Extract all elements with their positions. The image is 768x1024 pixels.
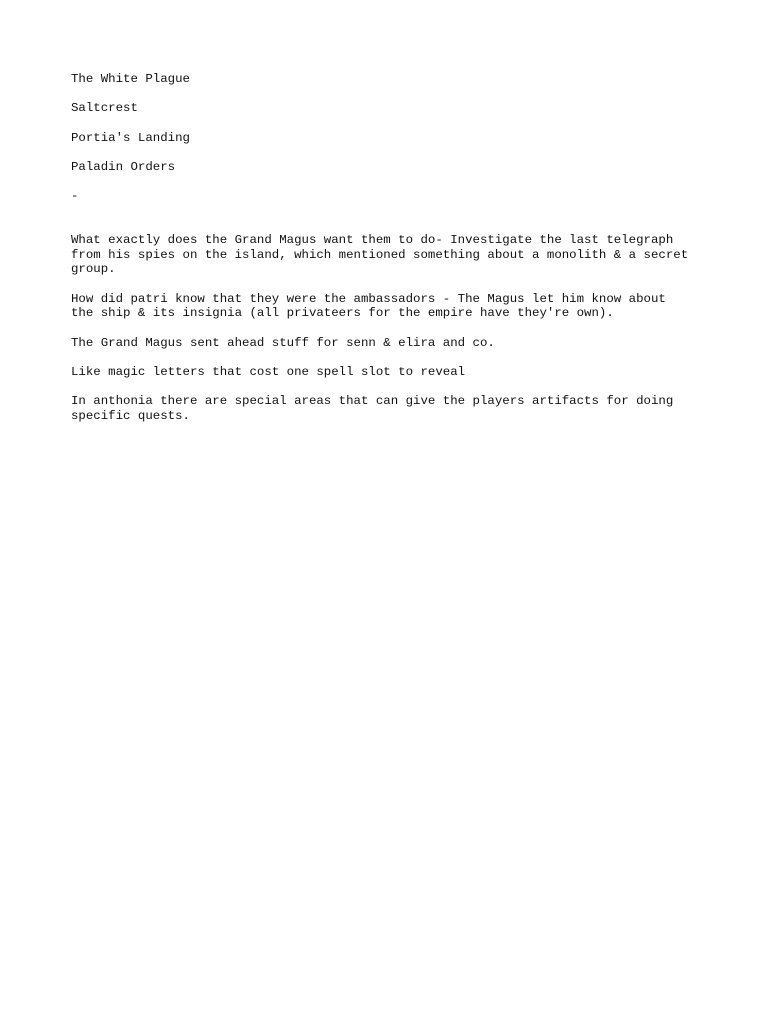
document-page bbox=[71, 72, 711, 438]
heading-line: The White Plague bbox=[71, 72, 190, 86]
heading-line: Portia's Landing bbox=[71, 130, 190, 145]
heading-line: Saltcrest bbox=[71, 101, 138, 116]
blank-line bbox=[71, 218, 711, 233]
paragraph: In anthonia there are special areas that can give the players artifacts for doing specific quests. bbox=[71, 394, 674, 424]
heading-line: Paladin Orders bbox=[71, 159, 176, 174]
paragraph: Like magic letters that cost one spell slot to reveal bbox=[71, 365, 466, 380]
paragraph: What exactly does the Grand Magus want them to do- Investigate the last telegraph from his spies on the island, which mentioned something about a monolith & a secret group. bbox=[71, 233, 689, 277]
paragraph: How did patri know that they were the ambassadors - The Magus let him know about the ship & its insignia (all privateers for the empire have they're own). bbox=[71, 291, 666, 321]
paragraph: The Grand Magus sent ahead stuff for senn & elira and co. bbox=[71, 335, 495, 350]
dash-line: - bbox=[71, 189, 79, 204]
